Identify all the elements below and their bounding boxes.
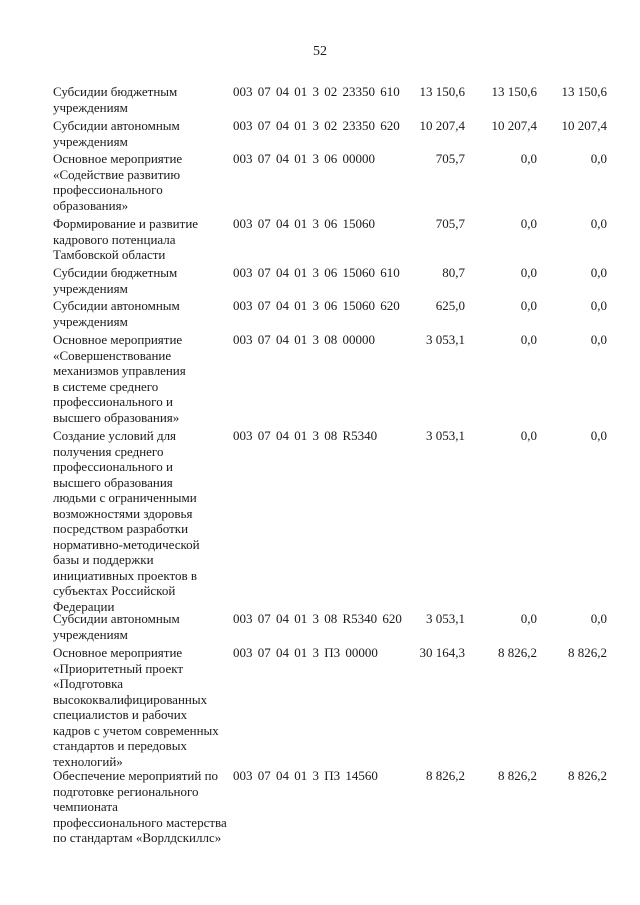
row-value-2: 13 150,6 — [491, 84, 537, 99]
row-name: Субсидии автономным учреждениям — [53, 298, 180, 329]
row-value-3: 0,0 — [590, 332, 607, 347]
row-value-2: 0,0 — [520, 298, 537, 313]
row-value-1: 3 053,1 — [426, 332, 465, 347]
row-value-2: 0,0 — [520, 151, 537, 166]
page-number: 52 — [313, 44, 327, 59]
row-code: 003 07 04 01 3 02 23350 610 — [233, 84, 400, 99]
row-value-1: 705,7 — [435, 151, 465, 166]
row-name: Субсидии автономным учреждениям — [53, 611, 180, 642]
row-code: 003 07 04 01 3 06 15060 620 — [233, 298, 400, 313]
row-value-1: 10 207,4 — [419, 118, 465, 133]
row-value-1: 625,0 — [435, 298, 465, 313]
row-name: Субсидии бюджетным учреждениям — [53, 265, 178, 296]
row-value-2: 0,0 — [520, 332, 537, 347]
row-value-3: 0,0 — [590, 265, 607, 280]
row-value-2: 0,0 — [520, 428, 537, 443]
row-code: 003 07 04 01 3 08 00000 — [233, 332, 375, 347]
row-code: 003 07 04 01 3 06 15060 — [233, 216, 375, 231]
row-name: Основное мероприятие «Содействие развитию профессионального образования» — [53, 151, 183, 213]
row-name: Субсидии бюджетным учреждениям — [53, 84, 178, 115]
row-value-1: 13 150,6 — [419, 84, 465, 99]
row-value-1: 3 053,1 — [426, 611, 465, 626]
row-value-2: 8 826,2 — [498, 768, 537, 783]
row-value-3: 10 207,4 — [561, 118, 607, 133]
row-value-3: 13 150,6 — [561, 84, 607, 99]
row-value-1: 8 826,2 — [426, 768, 465, 783]
row-value-3: 0,0 — [590, 298, 607, 313]
row-value-1: 705,7 — [435, 216, 465, 231]
row-value-1: 3 053,1 — [426, 428, 465, 443]
row-value-2: 0,0 — [520, 611, 537, 626]
row-name: Обеспечение мероприятий по подготовке регионального чемпионата профессионального мастерства по стандартам «Ворлдскиллс» — [53, 768, 227, 845]
row-value-3: 0,0 — [590, 428, 607, 443]
row-value-3: 0,0 — [590, 151, 607, 166]
row-code: 003 07 04 01 3 02 23350 620 — [233, 118, 400, 133]
row-code: 003 07 04 01 3 08 R5340 — [233, 428, 378, 443]
row-value-3: 0,0 — [590, 216, 607, 231]
row-name: Основное мероприятие «Приоритетный проект «Подготовка высококвалифицированных специалистов и рабочих кадров с учетом современных стандартов и передовых технологий» — [53, 645, 219, 769]
row-value-1: 80,7 — [442, 265, 465, 280]
row-name: Субсидии автономным учреждениям — [53, 118, 180, 149]
row-name: Формирование и развитие кадрового потенциала Тамбовской области — [53, 216, 199, 262]
row-name: Основное мероприятие «Совершенствование механизмов управления в системе среднего профессионального и высшего образования» — [53, 332, 186, 425]
row-value-1: 30 164,3 — [419, 645, 465, 660]
row-code: 003 07 04 01 3 08 R5340 620 — [233, 611, 402, 626]
row-value-2: 10 207,4 — [491, 118, 537, 133]
row-value-3: 0,0 — [590, 611, 607, 626]
row-value-2: 0,0 — [520, 216, 537, 231]
row-name: Создание условий для получения среднего профессионального и высшего образования людьми с ограниченными возможностями здоровья посредством разработки нормативно-методической базы и поддержки инициативных проектов в субъектах Российской Федерации — [53, 428, 200, 614]
row-value-2: 8 826,2 — [498, 645, 537, 660]
row-value-3: 8 826,2 — [568, 768, 607, 783]
row-value-3: 8 826,2 — [568, 645, 607, 660]
row-code: 003 07 04 01 3 06 15060 610 — [233, 265, 400, 280]
row-code: 003 07 04 01 3 П3 14560 — [233, 768, 378, 783]
row-code: 003 07 04 01 3 П3 00000 — [233, 645, 378, 660]
row-code: 003 07 04 01 3 06 00000 — [233, 151, 375, 166]
row-value-2: 0,0 — [520, 265, 537, 280]
